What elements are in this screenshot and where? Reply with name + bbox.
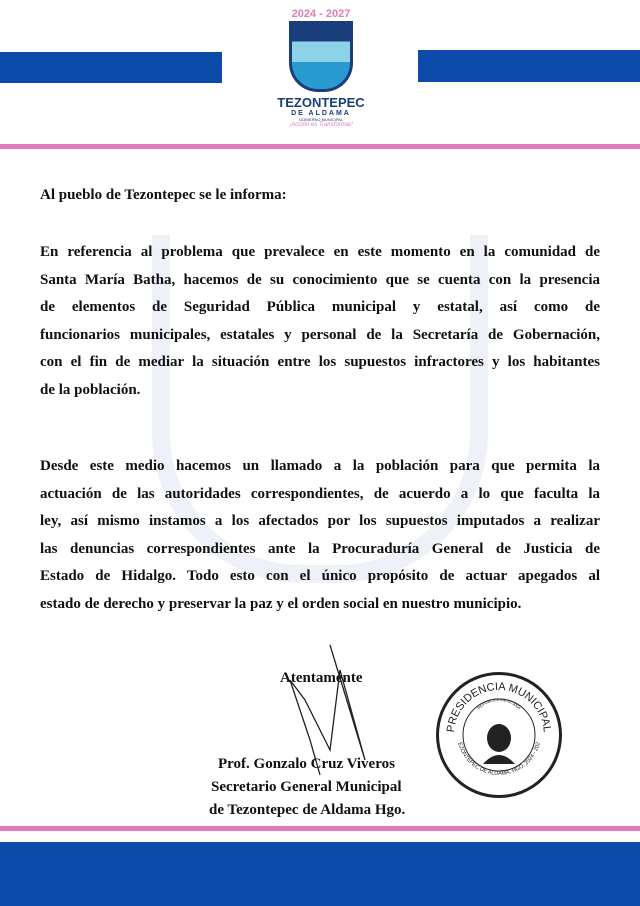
closing: Atentamente [280, 670, 363, 686]
svg-text:TEZONTEPEC DE ALDAMA, HGO. 202: EZONTEPEC DE ALDAMA, HGO. 2024 - 202 [456, 741, 542, 777]
paragraph-line: con el fin de mediar la situación entre los supuestos infractores y los habitantes [40, 354, 600, 370]
paragraph-line: actuación de las autoridades correspondientes, de acuerdo a lo que faculta la [40, 485, 600, 502]
header-bar-left [0, 52, 222, 83]
footer-bar [0, 842, 640, 906]
municipal-logo [276, 8, 366, 128]
paragraph-line: de elementos de Seguridad Pública municipal y estatal, así como de [40, 299, 600, 315]
header-bar-right [418, 50, 640, 82]
paragraph-line: funcionarios municipales, estatales y personal de la Secretaría de Gobernación, [40, 326, 600, 343]
signer-title: Secretario General Municipal [211, 779, 402, 795]
logo-shield-icon [289, 21, 353, 92]
logo-sub: DE ALDAMA [291, 110, 351, 117]
svg-text:REPUBLICA MEXICANA: REPUBLICA MEXICANA [476, 696, 522, 711]
paragraph-line: de la población. [40, 381, 141, 398]
logo-years: 2024 - 2027 [291, 8, 351, 20]
seal-icon [436, 672, 562, 798]
paragraph-line: estado de derecho y preservar la paz y el orden social en nuestro municipio. [40, 595, 522, 612]
header-divider [0, 144, 640, 149]
signer-name: Prof. Gonzalo Cruz Viveros [218, 756, 395, 772]
logo-slogan: ¡Acción es Transformar! [289, 122, 353, 128]
paragraph-line: Desde este medio hacemos un llamado a la población para que permita la [40, 458, 600, 474]
greeting [40, 182, 600, 210]
footer-divider [0, 826, 640, 831]
paragraph-2 [40, 453, 600, 618]
paragraph-1 [40, 239, 600, 404]
paragraph-line: ley, así mismo instamos a los afectados por los supuestos imputados a realizar [40, 513, 600, 529]
signature-icon [270, 640, 380, 780]
signer-place: de Tezontepec de Aldama Hgo. [209, 802, 406, 818]
svg-text:PRESIDENCIA MUNICIPAL: PRESIDENCIA MUNICIPAL [444, 680, 553, 733]
paragraph-line: En referencia al problema que prevalece en este momento en la comunidad de [40, 244, 600, 260]
greeting-text: Al pueblo de Tezontepec se le informa: [40, 187, 287, 203]
paragraph-line: Santa María Batha, hacemos de su conocimiento que se cuenta con la presencia [40, 271, 600, 288]
logo-name: TEZONTEPEC [277, 95, 365, 110]
official-seal [436, 672, 562, 798]
paragraph-line: las denuncias correspondientes ante la Procuraduría General de Justicia de [40, 540, 600, 557]
paragraph-line: Estado de Hidalgo. Todo esto con el único propósito de actuar apegados al [40, 568, 600, 584]
logo-gov: GOBIERNO MUNICIPAL [298, 117, 344, 122]
